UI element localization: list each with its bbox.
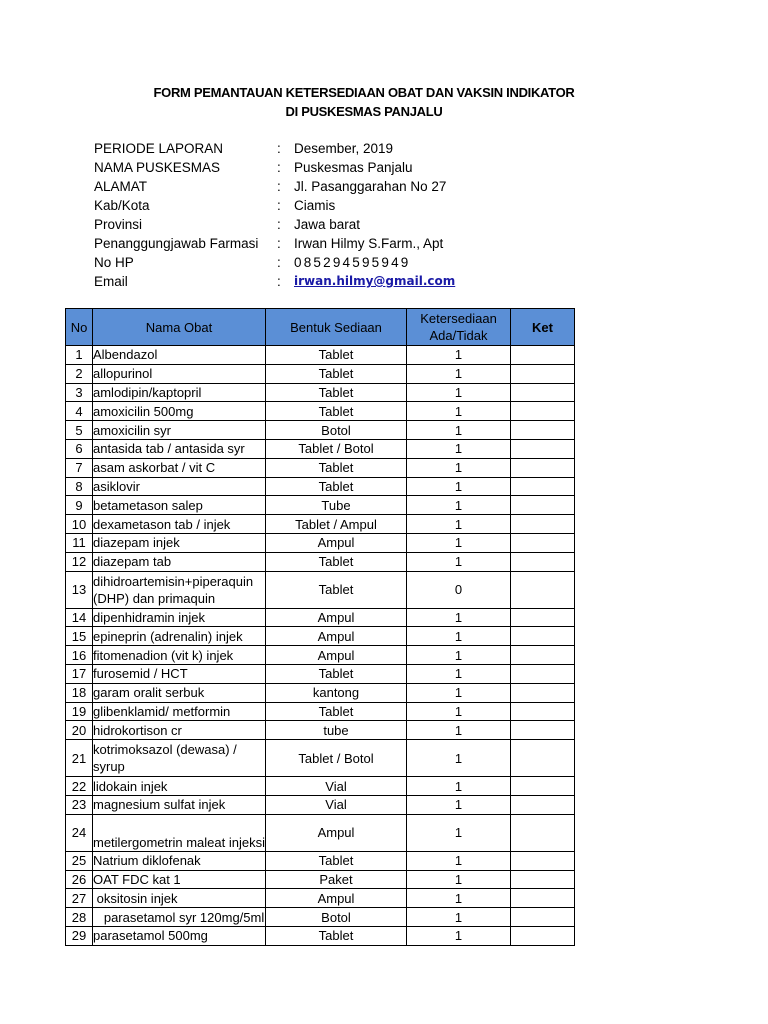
cell-no: 11 bbox=[66, 533, 93, 552]
cell-note bbox=[511, 364, 575, 383]
cell-no: 16 bbox=[66, 646, 93, 665]
cell-no: 4 bbox=[66, 402, 93, 421]
cell-name: Natrium diklofenak bbox=[93, 851, 266, 870]
cell-stock: 1 bbox=[407, 608, 511, 627]
cell-stock: 1 bbox=[407, 439, 511, 458]
cell-no: 28 bbox=[66, 908, 93, 927]
cell-form: Tablet bbox=[266, 552, 407, 571]
cell-note bbox=[511, 383, 575, 402]
cell-name: epineprin (adrenalin) injek bbox=[93, 627, 266, 646]
cell-form: Tablet bbox=[266, 383, 407, 402]
cell-stock: 1 bbox=[407, 740, 511, 777]
info-value: Jl. Pasanggarahan No 27 bbox=[294, 179, 447, 194]
cell-note bbox=[511, 814, 575, 851]
cell-form: Ampul bbox=[266, 608, 407, 627]
info-value: Jawa barat bbox=[294, 217, 361, 232]
cell-form: Tube bbox=[266, 496, 407, 515]
cell-form: Tablet bbox=[266, 477, 407, 496]
cell-stock: 1 bbox=[407, 552, 511, 571]
cell-form: Tablet / Botol bbox=[266, 439, 407, 458]
table-row bbox=[66, 646, 575, 665]
cell-form: Vial bbox=[266, 777, 407, 796]
info-colon: : bbox=[277, 179, 281, 194]
cell-no: 23 bbox=[66, 795, 93, 814]
cell-name: magnesium sulfat injek bbox=[93, 795, 266, 814]
cell-form: Tablet bbox=[266, 364, 407, 383]
cell-name: asiklovir bbox=[93, 477, 266, 496]
table-row bbox=[66, 533, 575, 552]
cell-name: amoxicilin syr bbox=[93, 421, 266, 440]
table-row bbox=[66, 571, 575, 608]
info-label: No HP bbox=[94, 255, 134, 270]
cell-stock: 1 bbox=[407, 496, 511, 515]
cell-form: Tablet bbox=[266, 346, 407, 365]
cell-form: Paket bbox=[266, 870, 407, 889]
cell-name: oksitosin injek bbox=[93, 889, 266, 908]
cell-no: 1 bbox=[66, 346, 93, 365]
info-value: Puskesmas Panjalu bbox=[294, 160, 413, 175]
cell-note bbox=[511, 702, 575, 721]
cell-name: furosemid / HCT bbox=[93, 664, 266, 683]
cell-name: allopurinol bbox=[93, 364, 266, 383]
info-label: NAMA PUSKESMAS bbox=[94, 160, 221, 175]
table-body bbox=[66, 346, 575, 946]
table-row bbox=[66, 496, 575, 515]
cell-note bbox=[511, 496, 575, 515]
table-row bbox=[66, 795, 575, 814]
cell-no: 25 bbox=[66, 851, 93, 870]
cell-stock: 1 bbox=[407, 364, 511, 383]
cell-name: asam askorbat / vit C bbox=[93, 458, 266, 477]
cell-no: 6 bbox=[66, 439, 93, 458]
column-header-no: No bbox=[66, 309, 93, 346]
cell-stock: 1 bbox=[407, 458, 511, 477]
info-label: ALAMAT bbox=[94, 179, 148, 194]
table-row bbox=[66, 721, 575, 740]
cell-no: 7 bbox=[66, 458, 93, 477]
cell-note bbox=[511, 721, 575, 740]
column-header-note: Ket bbox=[511, 309, 575, 346]
table-row bbox=[66, 889, 575, 908]
info-value: Ciamis bbox=[294, 198, 336, 213]
cell-note bbox=[511, 740, 575, 777]
info-value: Desember, 2019 bbox=[294, 141, 394, 156]
cell-no: 24 bbox=[66, 814, 93, 851]
cell-note bbox=[511, 552, 575, 571]
info-colon: : bbox=[277, 255, 281, 270]
cell-stock: 1 bbox=[407, 814, 511, 851]
cell-name: garam oralit serbuk bbox=[93, 683, 266, 702]
cell-form: Tablet bbox=[266, 571, 407, 608]
cell-form: Tablet bbox=[266, 926, 407, 945]
cell-no: 13 bbox=[66, 571, 93, 608]
cell-no: 27 bbox=[66, 889, 93, 908]
table-row bbox=[66, 740, 575, 777]
cell-form: Vial bbox=[266, 795, 407, 814]
cell-name: antasida tab / antasida syr bbox=[93, 439, 266, 458]
cell-note bbox=[511, 458, 575, 477]
table-row bbox=[66, 926, 575, 945]
cell-stock: 0 bbox=[407, 571, 511, 608]
cell-name: lidokain injek bbox=[93, 777, 266, 796]
cell-name: OAT FDC kat 1 bbox=[93, 870, 266, 889]
table-row bbox=[66, 608, 575, 627]
column-header-name: Nama Obat bbox=[93, 309, 266, 346]
cell-note bbox=[511, 851, 575, 870]
cell-stock: 1 bbox=[407, 851, 511, 870]
table-row bbox=[66, 664, 575, 683]
table-row bbox=[66, 683, 575, 702]
cell-name: diazepam tab bbox=[93, 552, 266, 571]
table-row bbox=[66, 402, 575, 421]
cell-no: 22 bbox=[66, 777, 93, 796]
cell-no: 19 bbox=[66, 702, 93, 721]
table-row bbox=[66, 346, 575, 365]
info-colon: : bbox=[277, 141, 281, 156]
cell-stock: 1 bbox=[407, 889, 511, 908]
table-row bbox=[66, 908, 575, 927]
info-colon: : bbox=[277, 274, 281, 289]
cell-name: Albendazol bbox=[93, 346, 266, 365]
cell-note bbox=[511, 421, 575, 440]
info-label: PERIODE LAPORAN bbox=[94, 141, 224, 156]
cell-note bbox=[511, 439, 575, 458]
table-row bbox=[66, 870, 575, 889]
cell-form: Ampul bbox=[266, 627, 407, 646]
cell-stock: 1 bbox=[407, 627, 511, 646]
cell-stock: 1 bbox=[407, 777, 511, 796]
cell-note bbox=[511, 664, 575, 683]
cell-name: dipenhidramin injek bbox=[93, 608, 266, 627]
cell-form: Ampul bbox=[266, 889, 407, 908]
table-row bbox=[66, 458, 575, 477]
cell-name: diazepam injek bbox=[93, 533, 266, 552]
cell-form: Ampul bbox=[266, 814, 407, 851]
cell-stock: 1 bbox=[407, 646, 511, 665]
cell-note bbox=[511, 608, 575, 627]
table-header-row bbox=[66, 309, 575, 346]
cell-no: 15 bbox=[66, 627, 93, 646]
cell-note bbox=[511, 646, 575, 665]
cell-stock: 1 bbox=[407, 683, 511, 702]
cell-name: metilergometrin maleat injeksi bbox=[93, 814, 266, 851]
cell-note bbox=[511, 889, 575, 908]
cell-no: 18 bbox=[66, 683, 93, 702]
cell-note bbox=[511, 795, 575, 814]
info-label: Penanggungjawab Farmasi bbox=[94, 236, 259, 251]
cell-stock: 1 bbox=[407, 515, 511, 534]
cell-no: 26 bbox=[66, 870, 93, 889]
cell-no: 14 bbox=[66, 608, 93, 627]
cell-form: Tablet / Botol bbox=[266, 740, 407, 777]
cell-form: Botol bbox=[266, 421, 407, 440]
cell-form: Tablet / Ampul bbox=[266, 515, 407, 534]
cell-note bbox=[511, 346, 575, 365]
cell-note bbox=[511, 515, 575, 534]
info-label: Provinsi bbox=[94, 217, 143, 232]
cell-form: Tablet bbox=[266, 402, 407, 421]
cell-note bbox=[511, 402, 575, 421]
cell-form: Botol bbox=[266, 908, 407, 927]
cell-note bbox=[511, 571, 575, 608]
cell-form: Ampul bbox=[266, 646, 407, 665]
cell-no: 2 bbox=[66, 364, 93, 383]
cell-stock: 1 bbox=[407, 533, 511, 552]
cell-name: hidrokortison cr bbox=[93, 721, 266, 740]
table-row bbox=[66, 702, 575, 721]
form-title-line2: DI PUSKESMAS PANJALU bbox=[285, 104, 443, 119]
cell-no: 12 bbox=[66, 552, 93, 571]
cell-name: kotrimoksazol (dewasa) / syrup bbox=[93, 740, 266, 777]
cell-note bbox=[511, 870, 575, 889]
table-row bbox=[66, 552, 575, 571]
column-header-stock-line1: Ketersediaan bbox=[420, 311, 497, 326]
table-row bbox=[66, 814, 575, 851]
cell-no: 20 bbox=[66, 721, 93, 740]
table-row bbox=[66, 477, 575, 496]
email-link[interactable]: irwan.hilmy@gmail.com bbox=[294, 274, 456, 288]
cell-name: betametason salep bbox=[93, 496, 266, 515]
cell-stock: 1 bbox=[407, 795, 511, 814]
cell-name: amoxicilin 500mg bbox=[93, 402, 266, 421]
cell-stock: 1 bbox=[407, 346, 511, 365]
cell-name: dihidroartemisin+piperaquin (DHP) dan primaquin bbox=[93, 571, 266, 608]
cell-note bbox=[511, 908, 575, 927]
cell-note bbox=[511, 627, 575, 646]
cell-no: 8 bbox=[66, 477, 93, 496]
cell-name: fitomenadion (vit k) injek bbox=[93, 646, 266, 665]
cell-form: Tablet bbox=[266, 458, 407, 477]
cell-no: 29 bbox=[66, 926, 93, 945]
cell-form: Tablet bbox=[266, 664, 407, 683]
info-colon: : bbox=[277, 198, 281, 213]
info-value: Irwan Hilmy S.Farm., Apt bbox=[294, 236, 444, 251]
cell-stock: 1 bbox=[407, 926, 511, 945]
cell-form: Tablet bbox=[266, 851, 407, 870]
cell-no: 3 bbox=[66, 383, 93, 402]
table-row bbox=[66, 777, 575, 796]
cell-form: Tablet bbox=[266, 702, 407, 721]
cell-note bbox=[511, 926, 575, 945]
cell-stock: 1 bbox=[407, 870, 511, 889]
cell-stock: 1 bbox=[407, 383, 511, 402]
table-row bbox=[66, 627, 575, 646]
cell-no: 17 bbox=[66, 664, 93, 683]
cell-note bbox=[511, 477, 575, 496]
cell-form: tube bbox=[266, 721, 407, 740]
cell-no: 5 bbox=[66, 421, 93, 440]
cell-no: 21 bbox=[66, 740, 93, 777]
cell-stock: 1 bbox=[407, 402, 511, 421]
cell-stock: 1 bbox=[407, 721, 511, 740]
info-colon: : bbox=[277, 160, 281, 175]
cell-name: parasetamol 500mg bbox=[93, 926, 266, 945]
info-value: 085294595949 bbox=[294, 255, 411, 270]
info-label: Kab/Kota bbox=[94, 198, 150, 213]
cell-stock: 1 bbox=[407, 664, 511, 683]
cell-stock: 1 bbox=[407, 421, 511, 440]
cell-name: parasetamol syr 120mg/5ml bbox=[93, 909, 265, 925]
cell-note bbox=[511, 683, 575, 702]
table-row bbox=[66, 421, 575, 440]
table-row bbox=[66, 383, 575, 402]
table-row bbox=[66, 439, 575, 458]
table-row bbox=[66, 851, 575, 870]
info-label: Email bbox=[94, 274, 128, 289]
cell-name: amlodipin/kaptopril bbox=[93, 383, 266, 402]
cell-name: dexametason tab / injek bbox=[93, 515, 266, 534]
medicine-table bbox=[65, 308, 575, 946]
cell-name: glibenklamid/ metformin bbox=[93, 702, 266, 721]
info-colon: : bbox=[277, 217, 281, 232]
cell-form: kantong bbox=[266, 683, 407, 702]
cell-form: Ampul bbox=[266, 533, 407, 552]
cell-note bbox=[511, 533, 575, 552]
cell-no: 10 bbox=[66, 515, 93, 534]
column-header-stock-line2: Ada/Tidak bbox=[429, 328, 488, 343]
cell-stock: 1 bbox=[407, 908, 511, 927]
cell-no: 9 bbox=[66, 496, 93, 515]
column-header-stock bbox=[407, 309, 511, 346]
table-row bbox=[66, 364, 575, 383]
table-row bbox=[66, 515, 575, 534]
cell-stock: 1 bbox=[407, 702, 511, 721]
cell-note bbox=[511, 777, 575, 796]
column-header-form: Bentuk Sediaan bbox=[266, 309, 407, 346]
cell-stock: 1 bbox=[407, 477, 511, 496]
form-title-line1: FORM PEMANTAUAN KETERSEDIAAN OBAT DAN VAKSIN INDIKATOR bbox=[153, 85, 575, 100]
info-colon: : bbox=[277, 236, 281, 251]
